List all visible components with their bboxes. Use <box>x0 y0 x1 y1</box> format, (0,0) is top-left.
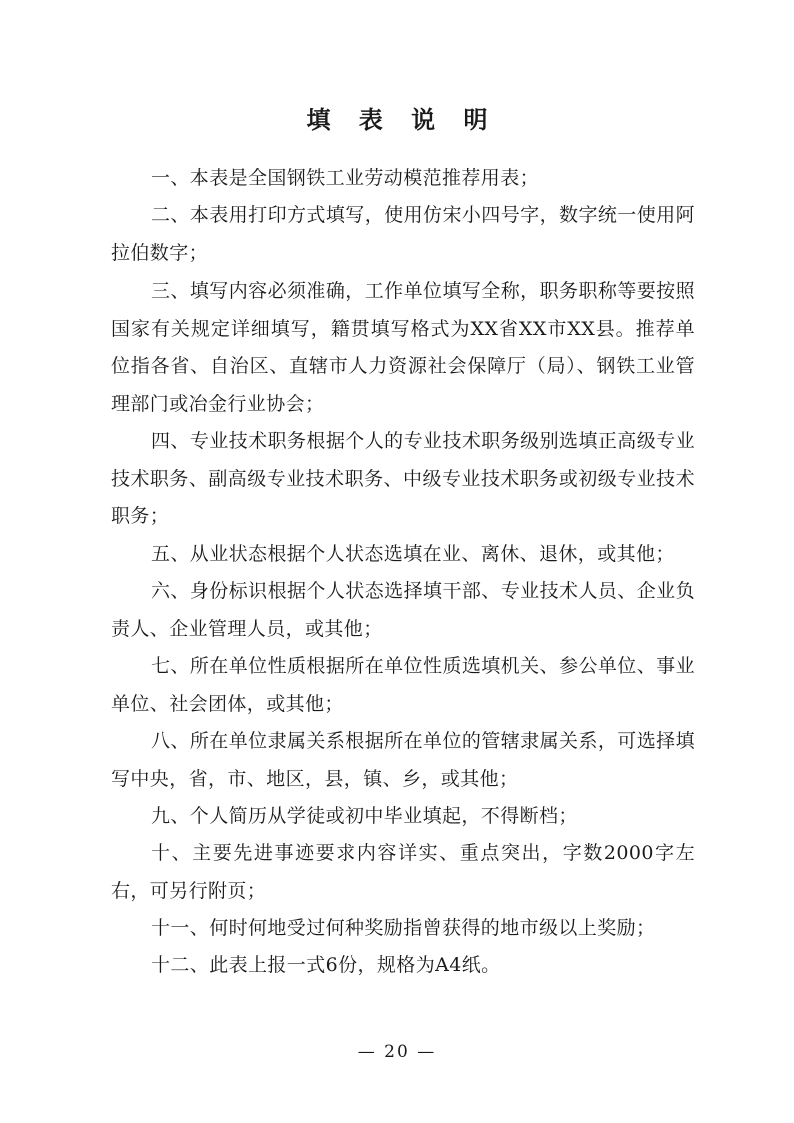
instruction-item-5: 五、从业状态根据个人状态选填在业、离休、退休，或其他； <box>151 543 675 565</box>
instruction-item-12: 十二、此表上报一式6份，规格为A4纸。 <box>151 954 501 976</box>
instruction-item-2: 二、本表用打印方式填写，使用仿宋小四号字，数字统一使用阿拉伯数字； <box>111 204 695 264</box>
instruction-item-9: 九、个人简历从学徒或初中毕业填起，不得断档； <box>151 805 578 827</box>
instruction-item-4: 四、专业技术职务根据个人的专业技术职务级别选填正高级专业技术职务、副高级专业技术职务、中级专业技术职务或初级专业技术职务； <box>111 430 695 527</box>
instruction-item-6: 六、身份标识根据个人状态选择填干部、专业技术人员、企业负责人、企业管理人员，或其他； <box>111 580 695 640</box>
instruction-item-8: 八、所在单位隶属关系根据所在单位的管辖隶属关系，可选择填写中央，省，市、地区，县，镇、乡，或其他； <box>111 730 695 790</box>
page-title: 填 表 说 明 <box>306 106 498 134</box>
instruction-item-10: 十、主要先进事迹要求内容详实、重点突出，字数2000字左右，可另行附页； <box>111 842 695 902</box>
instruction-item-11: 十一、何时何地受过何种奖励指曾获得的地市级以上奖励； <box>151 917 656 939</box>
page-number: — 20 — <box>357 1042 437 1062</box>
instruction-item-7: 七、所在单位性质根据所在单位性质选填机关、参公单位、事业单位、社会团体，或其他； <box>111 655 695 715</box>
instruction-item-1: 一、本表是全国钢铁工业劳动模范推荐用表； <box>151 167 540 189</box>
instruction-item-3: 三、填写内容必须准确，工作单位填写全称，职务职称等要按照国家有关规定详细填写，籍贯填写格式为XX省XX市XX县。推荐单位指各省、自治区、直辖市人力资源社会保障厅（局）、钢铁工业管理部门或冶金行业协会； <box>111 280 695 415</box>
